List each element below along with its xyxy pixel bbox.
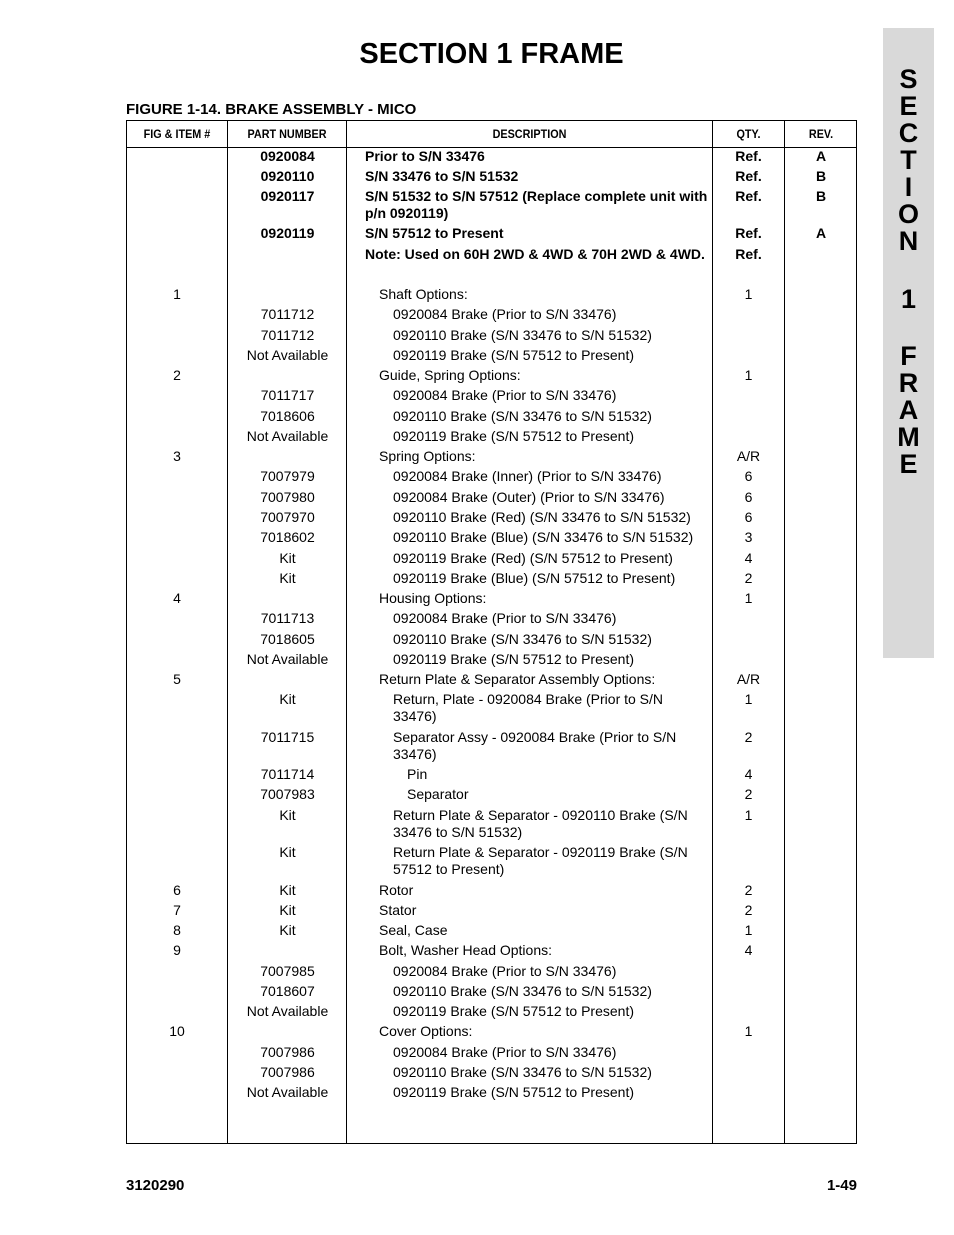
page-number: 1-49 xyxy=(826,1177,857,1194)
qty-cell: 2 xyxy=(744,786,753,802)
side-tab-letter: O xyxy=(897,199,919,229)
qty-cell: 1 xyxy=(744,590,753,606)
part-number-cell: 7007979 xyxy=(260,468,315,484)
side-tab-letter: E xyxy=(899,91,918,121)
section-side-tab xyxy=(883,28,934,658)
description-cell: 0920110 Brake (S/N 33476 to S/N 51532) xyxy=(393,983,652,999)
side-tab-letter: 1 xyxy=(900,284,917,314)
part-number-cell: 0920117 xyxy=(260,188,315,204)
fig-item-cell: 1 xyxy=(173,286,181,302)
qty-cell: 4 xyxy=(744,942,753,958)
parts-table xyxy=(126,120,857,1144)
side-tab-letter: A xyxy=(898,395,919,425)
side-tab-letter: F xyxy=(900,341,917,371)
description-cell: S/N 57512 to Present xyxy=(365,225,504,241)
side-tab-letter: T xyxy=(900,145,917,175)
qty-cell: Ref. xyxy=(735,148,762,164)
description-cell: Return Plate & Separator - 0920119 Brake (S/N 57512 to Present) xyxy=(393,844,688,877)
part-number-cell: Not Available xyxy=(246,1003,329,1019)
part-number-cell: 7018605 xyxy=(260,631,315,647)
rev-cell: B xyxy=(815,188,827,204)
fig-item-cell: 3 xyxy=(173,448,181,464)
side-tab-letter: S xyxy=(899,64,918,94)
qty-cell: 2 xyxy=(744,570,753,586)
side-tab-letter: N xyxy=(898,226,919,256)
description-cell: Separator xyxy=(407,786,469,802)
rev-cell: A xyxy=(815,148,827,164)
qty-cell: 1 xyxy=(744,1023,753,1039)
qty-cell: 4 xyxy=(744,766,753,782)
part-number-cell: 0920119 xyxy=(260,225,315,241)
part-number-cell: Not Available xyxy=(246,1084,329,1100)
description-cell: 0920084 Brake (Prior to S/N 33476) xyxy=(393,610,617,626)
side-tab-letter: C xyxy=(898,118,919,148)
part-number-cell: 7018602 xyxy=(260,529,315,545)
part-number-cell: 7011712 xyxy=(260,327,315,343)
description-cell: 0920084 Brake (Inner) (Prior to S/N 33476) xyxy=(393,468,662,484)
description-cell: S/N 51532 to S/N 57512 (Replace complete unit with p/n 0920119) xyxy=(365,188,708,221)
description-cell: Return Plate & Separator - 0920110 Brake (S/N 33476 to S/N 51532) xyxy=(393,807,688,840)
description-cell: Shaft Options: xyxy=(379,286,468,302)
side-tab-letter: M xyxy=(897,422,920,452)
header-description: DESCRIPTION xyxy=(492,127,567,141)
part-number-cell: 7018607 xyxy=(260,983,315,999)
description-cell: 0920119 Brake (S/N 57512 to Present) xyxy=(393,1084,635,1100)
part-number-cell: 0920084 xyxy=(260,148,315,164)
header-rev: REV. xyxy=(808,127,834,141)
description-cell: 0920119 Brake (Blue) (S/N 57512 to Present) xyxy=(393,570,676,586)
description-cell: 0920110 Brake (Red) (S/N 33476 to S/N 51532) xyxy=(393,509,691,525)
page-title: SECTION 1 FRAME xyxy=(359,38,624,70)
part-number-cell: Not Available xyxy=(246,347,329,363)
part-number-cell: Kit xyxy=(279,844,296,860)
description-cell: 0920084 Brake (Prior to S/N 33476) xyxy=(393,1044,617,1060)
header-qty: QTY. xyxy=(736,127,761,141)
description-cell: 0920119 Brake (Red) (S/N 57512 to Present) xyxy=(393,550,673,566)
part-number-cell: Not Available xyxy=(246,428,329,444)
description-cell: Rotor xyxy=(379,882,414,898)
part-number-cell: 7011717 xyxy=(260,387,315,403)
fig-item-cell: 5 xyxy=(173,671,181,687)
description-cell: Note: Used on 60H 2WD & 4WD & 70H 2WD & 4WD. xyxy=(365,246,705,262)
description-cell: Cover Options: xyxy=(379,1023,473,1039)
part-number-cell: 7011713 xyxy=(260,610,315,626)
qty-cell: A/R xyxy=(736,448,761,464)
description-cell: Housing Options: xyxy=(379,590,487,606)
description-cell: S/N 33476 to S/N 51532 xyxy=(365,168,519,184)
qty-cell: 3 xyxy=(744,529,753,545)
description-cell: 0920110 Brake (S/N 33476 to S/N 51532) xyxy=(393,408,652,424)
description-cell: Return Plate & Separator Assembly Options: xyxy=(379,671,656,687)
part-number-cell: 7011712 xyxy=(260,306,315,322)
description-cell: 0920119 Brake (S/N 57512 to Present) xyxy=(393,428,635,444)
fig-item-cell: 2 xyxy=(173,367,181,383)
side-tab-letter: I xyxy=(904,172,913,202)
description-cell: 0920084 Brake (Prior to S/N 33476) xyxy=(393,306,617,322)
part-number-cell: Not Available xyxy=(246,651,329,667)
qty-cell: 6 xyxy=(744,489,753,505)
fig-item-cell: 8 xyxy=(173,922,181,938)
qty-cell: 2 xyxy=(744,882,753,898)
column-divider xyxy=(712,121,713,1143)
description-cell: 0920119 Brake (S/N 57512 to Present) xyxy=(393,1003,635,1019)
part-number-cell: Kit xyxy=(279,691,296,707)
qty-cell: Ref. xyxy=(735,168,762,184)
qty-cell: 4 xyxy=(744,550,753,566)
description-cell: Pin xyxy=(407,766,428,782)
description-cell: Spring Options: xyxy=(379,448,476,464)
qty-cell: 6 xyxy=(744,468,753,484)
part-number-cell: Kit xyxy=(279,550,296,566)
column-divider xyxy=(784,121,785,1143)
fig-item-cell: 6 xyxy=(173,882,181,898)
qty-cell: 2 xyxy=(744,729,753,745)
fig-item-cell: 10 xyxy=(169,1023,185,1039)
part-number-cell: Kit xyxy=(279,807,296,823)
qty-cell: 1 xyxy=(744,691,753,707)
qty-cell: 1 xyxy=(744,922,753,938)
part-number-cell: 7011714 xyxy=(260,766,315,782)
description-cell: 0920110 Brake (S/N 33476 to S/N 51532) xyxy=(393,327,652,343)
description-cell: Guide, Spring Options: xyxy=(379,367,521,383)
side-tab-letter: E xyxy=(899,449,918,479)
qty-cell: Ref. xyxy=(735,246,762,262)
qty-cell: 1 xyxy=(744,286,753,302)
description-cell: 0920084 Brake (Prior to S/N 33476) xyxy=(393,963,617,979)
part-number-cell: 7007986 xyxy=(260,1064,315,1080)
part-number-cell: Kit xyxy=(279,902,296,918)
part-number-cell: Kit xyxy=(279,882,296,898)
part-number-cell: 7018606 xyxy=(260,408,315,424)
header-part-number: PART NUMBER xyxy=(247,127,327,141)
description-cell: 0920119 Brake (S/N 57512 to Present) xyxy=(393,651,635,667)
description-cell: 0920110 Brake (S/N 33476 to S/N 51532) xyxy=(393,631,652,647)
fig-item-cell: 9 xyxy=(173,942,181,958)
description-cell: 0920084 Brake (Prior to S/N 33476) xyxy=(393,387,617,403)
fig-item-cell: 4 xyxy=(173,590,181,606)
header-fig-item: FIG & ITEM # xyxy=(143,127,211,141)
side-tab-letter: R xyxy=(898,368,919,398)
figure-title: FIGURE 1-14. BRAKE ASSEMBLY - MICO xyxy=(126,101,417,118)
rev-cell: B xyxy=(815,168,827,184)
description-cell: 0920084 Brake (Outer) (Prior to S/N 33476) xyxy=(393,489,665,505)
part-number-cell: 7007983 xyxy=(260,786,315,802)
description-cell: Seal, Case xyxy=(379,922,448,938)
description-cell: Return, Plate - 0920084 Brake (Prior to S/N 33476) xyxy=(393,691,664,724)
fig-item-cell: 7 xyxy=(173,902,181,918)
part-number-cell: 7007970 xyxy=(260,509,315,525)
part-number-cell: Kit xyxy=(279,570,296,586)
part-number-cell: 7007980 xyxy=(260,489,315,505)
part-number-cell: 7011715 xyxy=(260,729,315,745)
qty-cell: 1 xyxy=(744,807,753,823)
qty-cell: Ref. xyxy=(735,188,762,204)
document-number: 3120290 xyxy=(126,1177,185,1194)
description-cell: 0920119 Brake (S/N 57512 to Present) xyxy=(393,347,635,363)
part-number-cell: 7007985 xyxy=(260,963,315,979)
part-number-cell: Kit xyxy=(279,922,296,938)
part-number-cell: 7007986 xyxy=(260,1044,315,1060)
description-cell: Separator Assy - 0920084 Brake (Prior to S/N 33476) xyxy=(393,729,677,762)
qty-cell: A/R xyxy=(736,671,761,687)
description-cell: Bolt, Washer Head Options: xyxy=(379,942,553,958)
rev-cell: A xyxy=(815,225,827,241)
qty-cell: Ref. xyxy=(735,225,762,241)
qty-cell: 1 xyxy=(744,367,753,383)
description-cell: 0920110 Brake (Blue) (S/N 33476 to S/N 51532) xyxy=(393,529,694,545)
qty-cell: 2 xyxy=(744,902,753,918)
part-number-cell: 0920110 xyxy=(260,168,315,184)
description-cell: 0920110 Brake (S/N 33476 to S/N 51532) xyxy=(393,1064,652,1080)
description-cell: Stator xyxy=(379,902,417,918)
description-cell: Prior to S/N 33476 xyxy=(365,148,485,164)
qty-cell: 6 xyxy=(744,509,753,525)
